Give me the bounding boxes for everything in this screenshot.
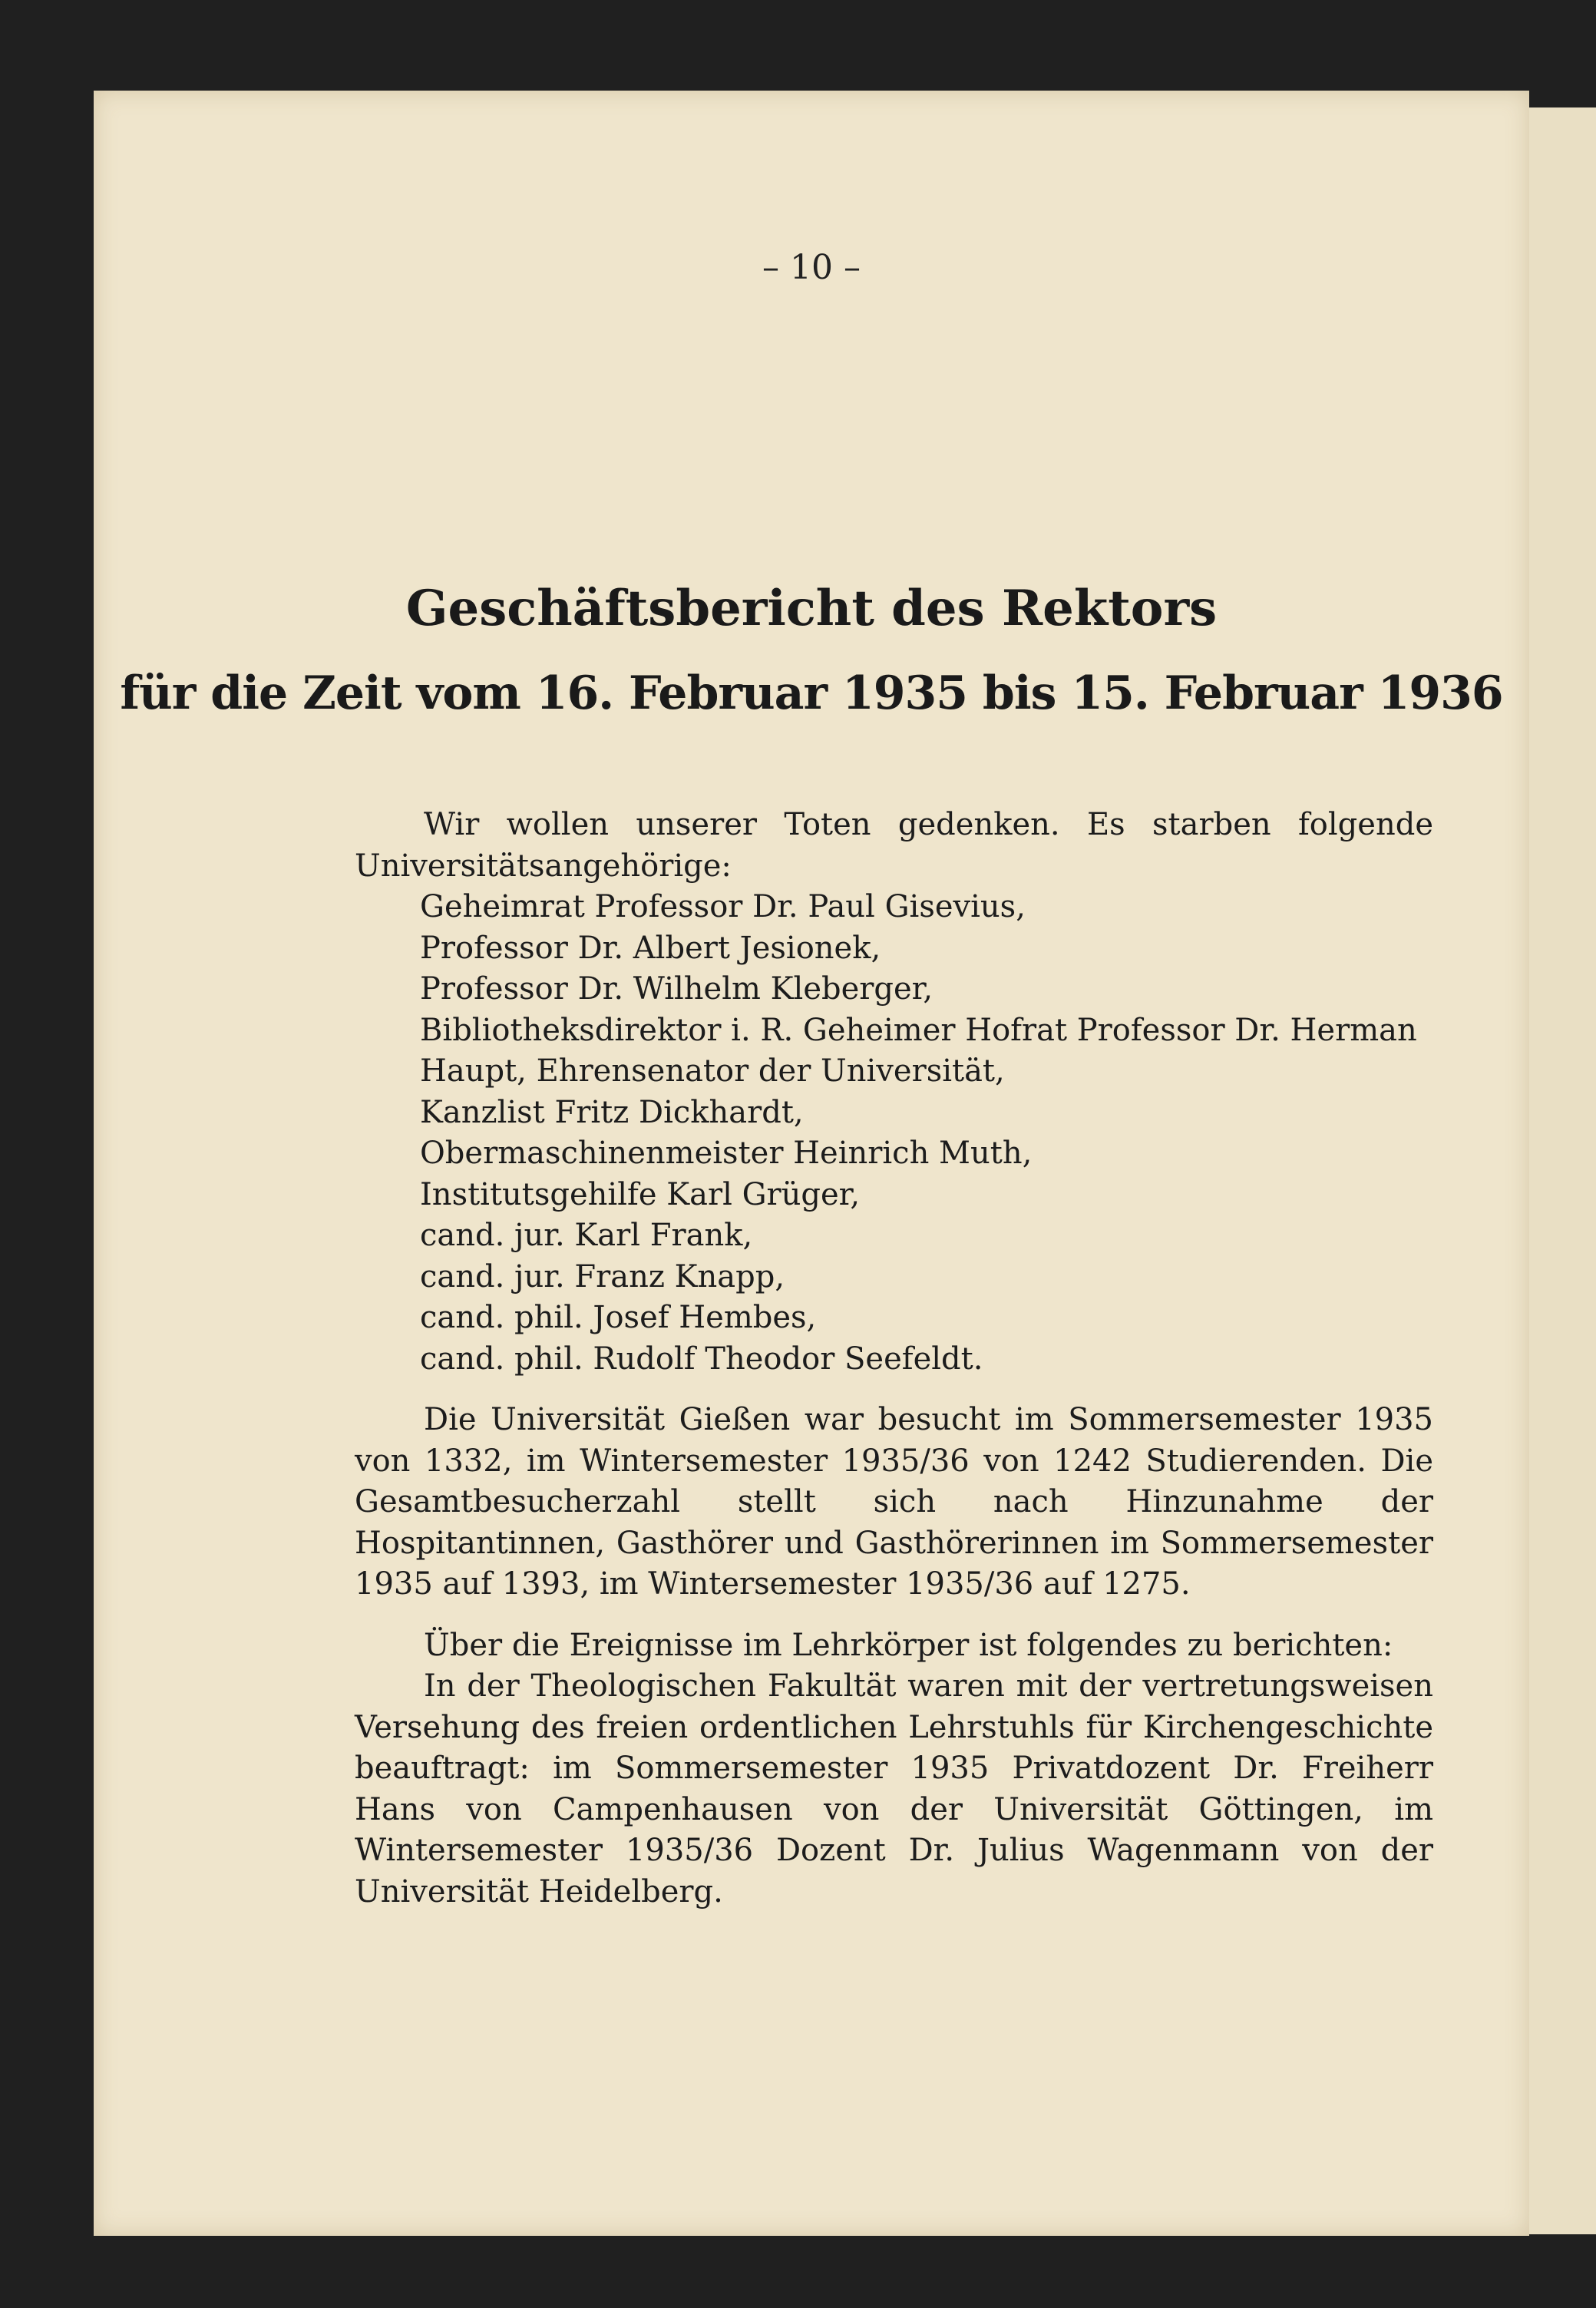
list-item: Obermaschinenmeister Heinrich Muth, <box>420 1136 1033 1171</box>
heading-line-2: für die Zeit vom 16. Februar 1935 bis 15. Februar 1936 <box>120 666 1503 720</box>
intro-paragraph: Wir wollen unserer Toten gedenken. Es starben folgende Universitätsangehörige: <box>355 807 1433 884</box>
list-item: Haupt, Ehrensenator der Universität, <box>420 1053 1005 1089</box>
attendance-paragraph: Die Universität Gießen war besucht im Sommersemester 1935 von 1332, im Wintersemester 1935/36 von 1242 Studierenden. Die Gesamtbesucherzahl stellt sich nach Hinzunahme der Hospitantinnen, Gasthörer und Gasthörerinnen im Sommersemester 1935 auf 1393, im Wintersemester 1935/36 auf 1275. <box>355 1402 1433 1602</box>
list-item: Bibliotheksdirektor i. R. Geheimer Hofrat Professor Dr. Herman <box>420 1012 1417 1048</box>
list-item: Professor Dr. Albert Jesionek, <box>420 930 881 966</box>
list-item: Geheimrat Professor Dr. Paul Gisevius, <box>420 889 1026 924</box>
list-item: cand. phil. Rudolf Theodor Seefeldt. <box>420 1341 983 1377</box>
events-paragraph: Über die Ereignisse im Lehrkörper ist folgendes zu berichten: <box>424 1627 1393 1663</box>
theology-paragraph: In der Theologischen Fakultät waren mit der vertretungsweisen Versehung des freien ordentlichen Lehrstuhls für Kirchengeschichte beauftragt: im Sommersemester 1935 Privatdozent Dr. Freiherr Hans von Campenhausen von der Universität Göttingen, im Wintersemester 1935/36 Dozent Dr. Julius Wagenmann von der Universität Heidelberg. <box>355 1668 1433 1910</box>
page-number: – 10 – <box>762 248 861 287</box>
deceased-list <box>420 887 1433 1380</box>
list-item: Professor Dr. Wilhelm Kleberger, <box>420 971 933 1007</box>
list-item: Institutsgehilfe Karl Grüger, <box>420 1176 861 1212</box>
heading-line-1: Geschäftsbericht des Rektors <box>405 580 1218 637</box>
list-item: cand. phil. Josef Hembes, <box>420 1300 817 1335</box>
list-item: cand. jur. Karl Frank, <box>420 1218 753 1253</box>
list-item: cand. jur. Franz Knapp, <box>420 1258 785 1295</box>
document-page <box>94 91 1529 2236</box>
report-body <box>355 805 1433 1913</box>
adjacent-page-edge <box>1528 107 1596 2234</box>
report-heading <box>94 567 1529 736</box>
list-item: Kanzlist Fritz Dickhardt, <box>420 1094 804 1130</box>
